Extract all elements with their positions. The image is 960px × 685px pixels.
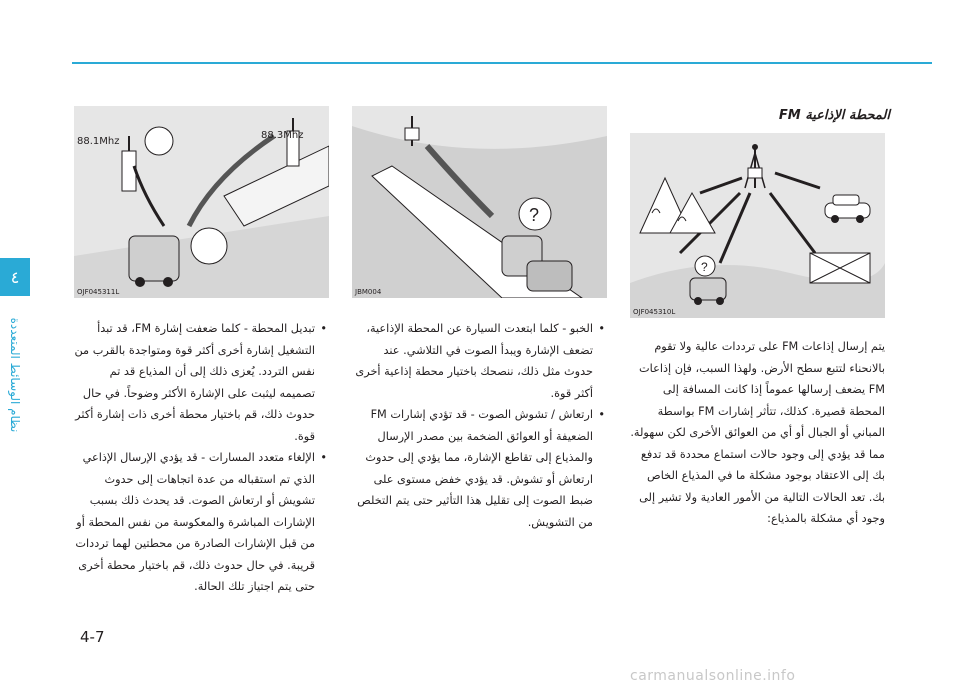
list-item: • الخبو - كلما ابتعدت السيارة عن المحطة الإذاعية، تضعف الإشارة ويبدأ الصوت في التلاشي. عند حدوث مثل ذلك، ننصحك باختيار محطة إذاعية أخرى أكثر قوة. (352, 318, 593, 404)
section-heading: المحطة الإذاعية FM (778, 108, 890, 123)
watermark: carmanualsonline.info (630, 668, 796, 684)
middle-column-text (352, 318, 607, 533)
header-rule (72, 62, 932, 64)
fading-illustration (352, 106, 607, 298)
bridge-icon (810, 253, 870, 283)
question-bubble-icon (695, 256, 715, 276)
bullet-list (74, 318, 329, 598)
question-bubble-icon (519, 198, 551, 230)
list-item: • ارتعاش / تشوش الصوت - قد تؤدي إشارات FM الضعيفة أو العوائق الضخمة بين مصدر الإرسال والمذياع إلى تقاطع الإشارة، مما يؤدي إلى حدوث ارتعاش أو تشوش. قد يؤدي خفض مستوى على ضبط الصوت إلى تقليل هذا التأثير حتى يتم التخلص من التشويش. (352, 404, 593, 533)
paragraph: يتم إرسال إذاعات FM على ترددات عالية ولا تقوم بالانحناء لتتبع سطح الأرض. ولهذا السبب، فإن إذاعات FM يضعف إرسالها عموماً إذا كانت المسافة إلى المحطة قصيرة. كذلك، تتأثر إشارات FM بواسطة المباني أو الجبال أو أي من العوائق الأخرى لكن سهولة. مما قد يؤدي إلى وجود حالات استماع محددة قد تدفع بك إلى الاعتقاد بوجود مشكلة ما في المذياع الخاص بك. تعد الحالات التالية من الأمور العادية ولا تشير إلى وجود أي مشكلة بالمذياع: (630, 340, 885, 525)
frequency-label-left: 88.1Mhz (77, 136, 120, 147)
chapter-tab: ٤ (0, 258, 30, 296)
left-column-text (74, 318, 329, 598)
figure-station-switch (74, 106, 329, 298)
frequency-label-right: 88.3Mhz (261, 130, 304, 141)
bullet-list (352, 318, 607, 533)
figure-code: OJF045311L (77, 288, 120, 296)
figure-fm-broadcast (630, 133, 885, 318)
figure-code: JBM004 (355, 288, 382, 296)
sidebar-section-title: نظام الوسائط المتعددة (8, 317, 22, 433)
figure-fading (352, 106, 607, 298)
page-number: 4-7 (80, 628, 105, 646)
svg-text:?: ? (529, 205, 540, 225)
svg-text:?: ? (701, 260, 708, 274)
figure-code: OJF045310L (633, 308, 676, 316)
fm-broadcast-illustration (630, 133, 885, 318)
list-item: • الإلغاء متعدد المسارات - قد يؤدي الإرسال الإذاعي الذي تم استقباله من عدة اتجاهات إلى حدوث تشويش أو ارتعاش الصوت. قد يحدث ذلك بسبب الإشارات المباشرة والمعكوسة من نفس المحطة أو من قبل الإشارات الصادرة من محطتين لهما ترددات قريبة. في حال حدوث ذلك، قم باختيار محطة أخرى حتى يتم اجتياز تلك الحالة. (74, 447, 315, 598)
right-column-text (630, 336, 885, 530)
list-item: • تبديل المحطة - كلما ضعفت إشارة FM، قد تبدأ التشغيل إشارة أخرى أكثر قوة ومتواجدة بالقرب من نفس التردد. يُعزى ذلك إلى أن المذياع قد تم تصميمه ليثبت على الإشارة الأكثر وضوحاً. في حال حدوث ذلك، قم باختيار محطة أخرى ذات إشارة أكثر قوة. (74, 318, 315, 447)
vehicle-icon (129, 236, 179, 287)
